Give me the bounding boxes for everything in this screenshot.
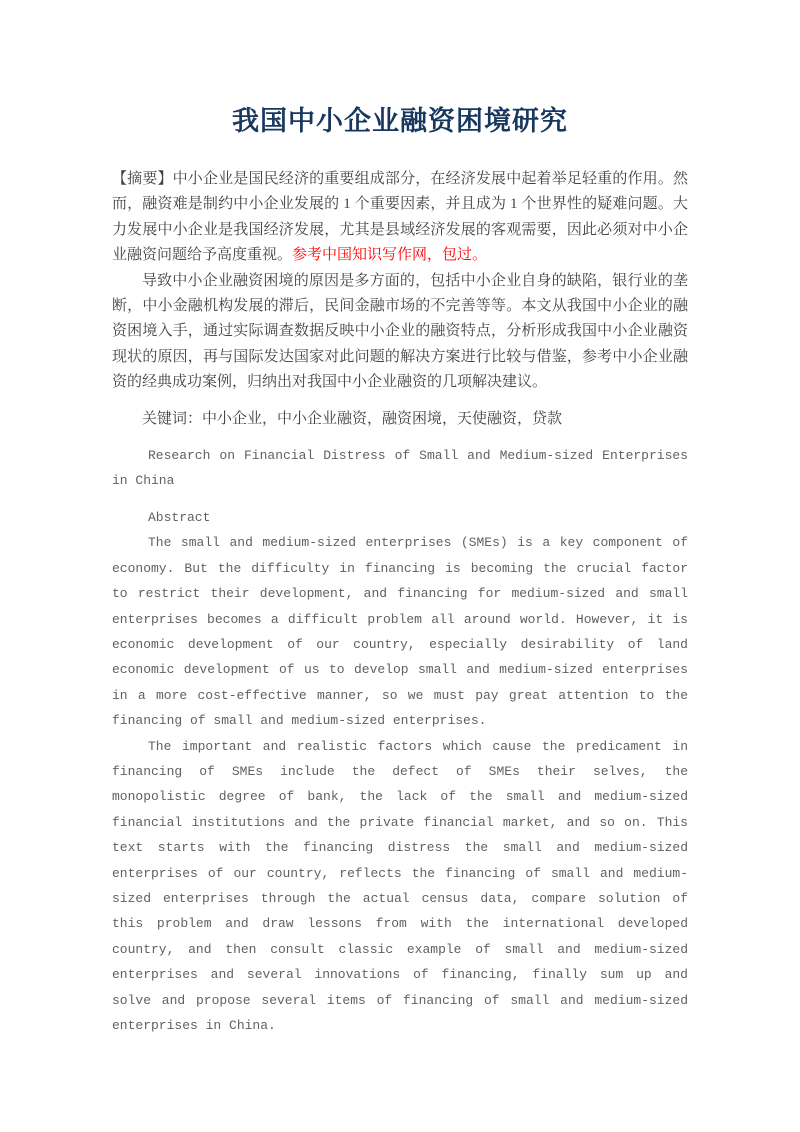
- abstract-paragraph-cn: [112, 167, 688, 269]
- promo-link-text: 参考中国知识写作网，包过。: [292, 247, 488, 264]
- english-paragraph-1: The small and medium-sized enterprises (SMEs) is a key component of economy. But the difficulty in financing is becoming the crucial factor to restrict their development, and financing for medium-sized and small enterprises becomes a difficult problem all around world. However, it is economic development of our country, especially desirability of land economic development of us to develop small and medium-sized enterprises in a more cost-effective manner, so we must pay great attention to the financing of small and medium-sized enterprises.: [112, 535, 688, 729]
- abstract-label-en: Abstract: [148, 509, 211, 525]
- english-title: Research on Financial Distress of Small and Medium-sized Enterprises in China: [112, 448, 688, 489]
- keywords-line: 关键词：中小企业，中小企业融资，融资困境，天使融资，贷款: [142, 410, 563, 427]
- english-paragraph-2: The important and realistic factors which cause the predicament in financing of SMEs include the defect of SMEs their selves, the monopolistic degree of bank, the lack of the small and medium-sized financial institutions and the private financial market, and so on. This text starts with the financing distress the small and medium-sized enterprises of our country, reflects the financing of small and medium-sized enterprises through the actual census data, compare solution of this problem and draw lessons from with the international developed country, and then consult classic example of small and medium-sized enterprises and several innovations of financing, finally sum up and solve and propose several items of financing of small and medium-sized enterprises in China.: [112, 738, 688, 1033]
- intro-paragraph-cn: 导致中小企业融资困境的原因是多方面的，包括中小企业自身的缺陷，银行业的垄断，中小金融机构发展的滞后，民间金融市场的不完善等等。本文从我国中小企业的融资困境入手，通过实际调查数据反映中小企业的融资特点，分析形成我国中小企业融资现状的原因，再与国际发达国家对此问题的解决方案进行比较与借鉴，参考中小企业融资的经典成功案例，归纳出对我国中小企业融资的几项解决建议。: [112, 272, 688, 391]
- abstract-text-cn: 【摘要】中小企业是国民经济的重要组成部分，在经济发展中起着举足轻重的作用。然而，融资难是制约中小企业发展的 1 个重要因素，并且成为 1 个世界性的疑难问题。大力发展中小企业是我国经济发展，尤其是县域经济发展的客观需要，因此必须对中小企业融资问题给予高度重视。: [112, 171, 688, 264]
- document-title: 我国中小企业融资困境研究: [232, 106, 568, 136]
